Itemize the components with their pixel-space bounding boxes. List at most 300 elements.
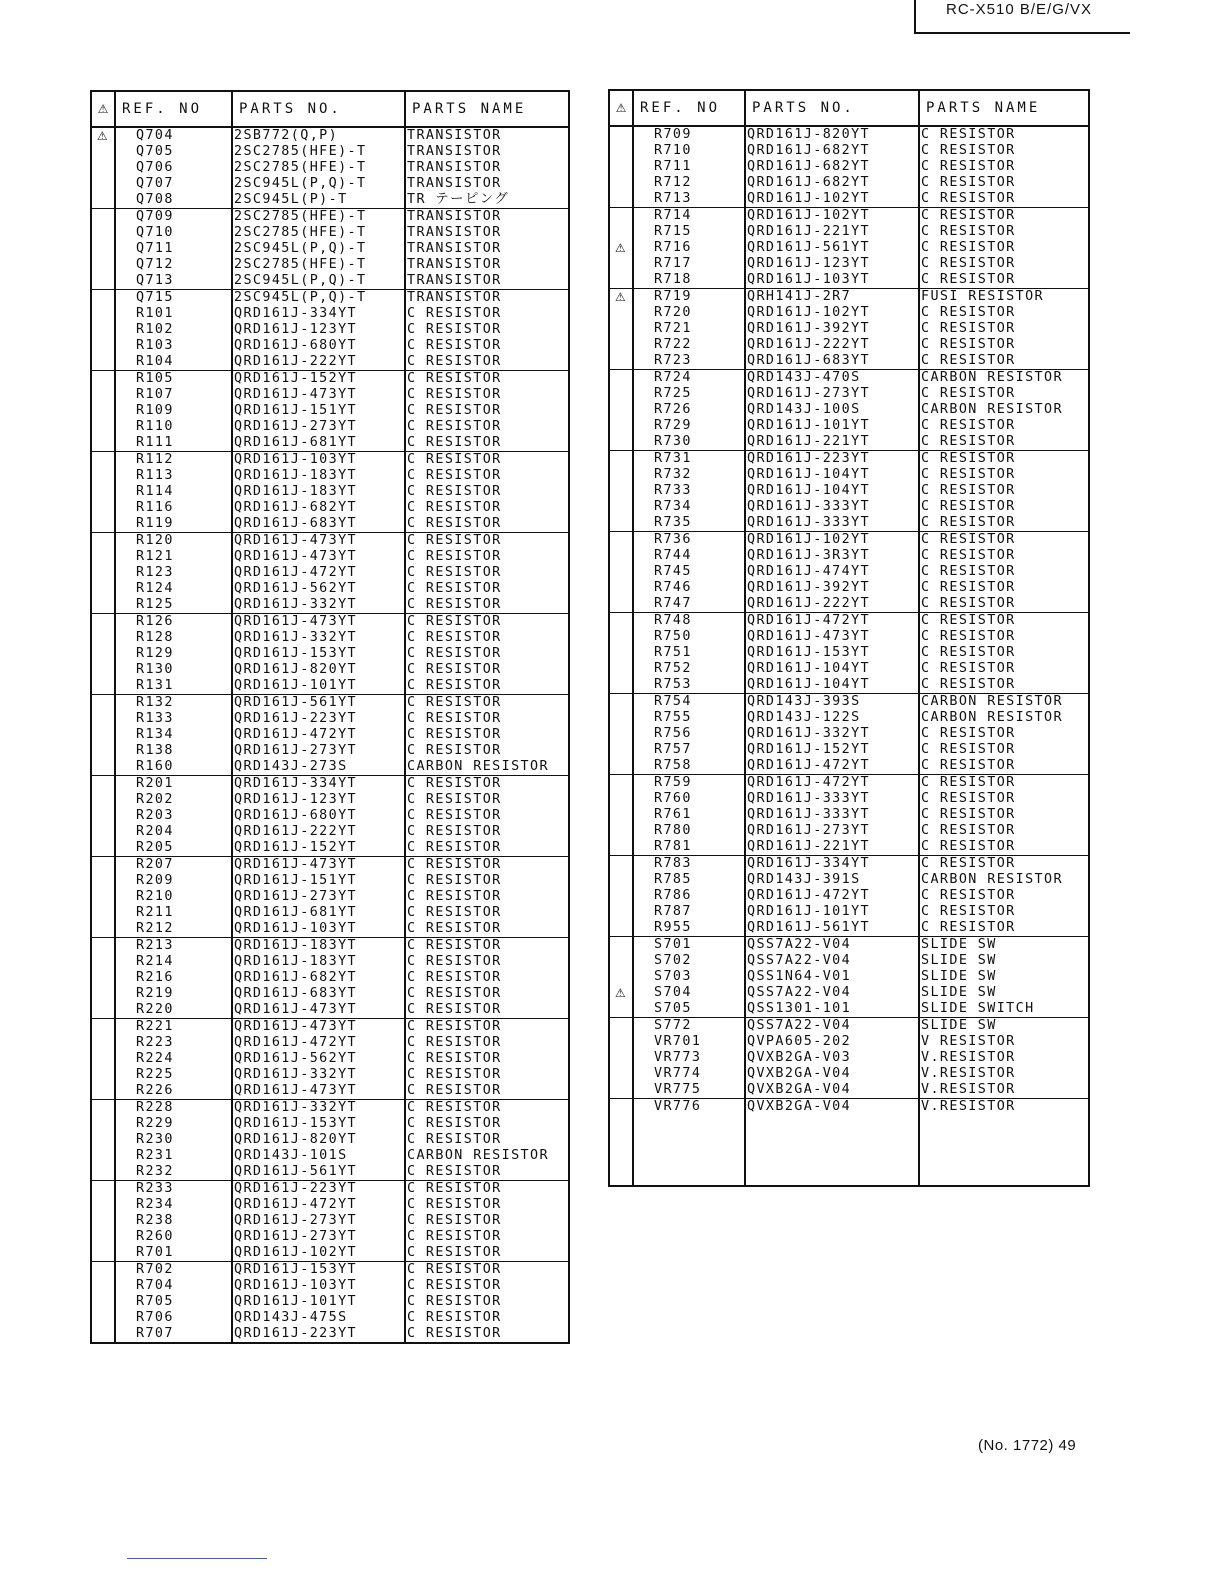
parts-name-cell: C RESISTOR: [405, 484, 569, 500]
parts-no-cell: QRD161J-223YT: [232, 1326, 405, 1343]
ref-no-cell: Q709: [115, 209, 232, 226]
parts-name-cell: C RESISTOR: [405, 1326, 569, 1343]
caution-mark: [91, 792, 115, 808]
parts-name-cell: V.RESISTOR: [919, 1066, 1089, 1082]
table-row: [609, 1082, 1089, 1099]
table-row: [609, 775, 1089, 792]
caution-mark: [91, 322, 115, 338]
table-row: [91, 127, 569, 144]
parts-table-left: [90, 90, 570, 1344]
parts-no-cell: 2SC945L(P,Q)-T: [232, 241, 405, 257]
table-row: [91, 776, 569, 793]
caution-mark: [609, 953, 633, 969]
ref-no-cell: R729: [633, 418, 745, 434]
parts-no-cell: 2SC945L(P,Q)-T: [232, 273, 405, 290]
caution-mark: [609, 1082, 633, 1099]
parts-name-cell: C RESISTOR: [405, 1181, 569, 1198]
parts-name-cell: C RESISTOR: [405, 1051, 569, 1067]
parts-name-cell: TRANSISTOR: [405, 209, 569, 226]
parts-name-cell: SLIDE SW: [919, 985, 1089, 1001]
parts-name-cell: C RESISTOR: [405, 646, 569, 662]
parts-no-cell: 2SC945L(P,Q)-T: [232, 290, 405, 307]
parts-name-cell: C RESISTOR: [919, 726, 1089, 742]
caution-mark: [91, 1083, 115, 1100]
ref-no-cell: Q706: [115, 160, 232, 176]
table-row: [609, 758, 1089, 775]
caution-mark: [91, 776, 115, 793]
empty-cell: [745, 1115, 919, 1186]
table-row: [91, 743, 569, 759]
parts-no-cell: QRD161J-123YT: [232, 322, 405, 338]
caution-mark: [609, 191, 633, 208]
ref-no-cell: R225: [115, 1067, 232, 1083]
parts-no-cell: QRD161J-680YT: [232, 338, 405, 354]
ref-no-cell: R107: [115, 387, 232, 403]
parts-no-cell: QRD161J-152YT: [232, 840, 405, 857]
table-row: [91, 646, 569, 662]
parts-no-cell: QRD161J-221YT: [745, 224, 919, 240]
caution-mark: [609, 402, 633, 418]
parts-no-cell: QRD161J-273YT: [745, 823, 919, 839]
table-row: [91, 581, 569, 597]
caution-mark: [91, 1132, 115, 1148]
parts-no-cell: QRD161J-151YT: [232, 873, 405, 889]
parts-name-cell: C RESISTOR: [919, 256, 1089, 272]
parts-no-cell: QRD161J-474YT: [745, 564, 919, 580]
table-row: [91, 792, 569, 808]
caution-mark: [91, 273, 115, 290]
ref-no-cell: R755: [633, 710, 745, 726]
parts-no-cell: QVXB2GA-V04: [745, 1066, 919, 1082]
ref-no-cell: R710: [633, 143, 745, 159]
table-row: [609, 451, 1089, 468]
table-row: [609, 694, 1089, 711]
parts-no-cell: QRD161J-152YT: [232, 371, 405, 388]
parts-no-cell: QRD161J-104YT: [745, 467, 919, 483]
parts-no-cell: QRD161J-101YT: [232, 678, 405, 695]
table-row: [609, 272, 1089, 289]
table-row: [91, 1164, 569, 1181]
caution-mark: [91, 986, 115, 1002]
table-row: [609, 645, 1089, 661]
caution-mark: [91, 1245, 115, 1262]
ref-no-cell: R210: [115, 889, 232, 905]
parts-name-cell: SLIDE SW: [919, 969, 1089, 985]
table-row: [609, 580, 1089, 596]
caution-mark: [91, 419, 115, 435]
parts-no-cell: QRD161J-473YT: [232, 387, 405, 403]
ref-no-cell: R781: [633, 839, 745, 856]
table-row: [91, 257, 569, 273]
ref-no-cell: Q707: [115, 176, 232, 192]
ref-no-cell: R734: [633, 499, 745, 515]
parts-name-cell: C RESISTOR: [405, 1164, 569, 1181]
table-row: [91, 1148, 569, 1164]
caution-mark: [91, 176, 115, 192]
table-row: [609, 1050, 1089, 1066]
table-row: [609, 1018, 1089, 1035]
parts-no-cell: 2SC945L(P)-T: [232, 192, 405, 209]
ref-no-cell: R709: [633, 126, 745, 143]
table-row: [91, 938, 569, 955]
parts-no-cell: QRD161J-561YT: [232, 1164, 405, 1181]
parts-no-cell: QRD161J-683YT: [232, 516, 405, 533]
table-row: [91, 889, 569, 905]
ref-no-cell: R711: [633, 159, 745, 175]
ref-no-cell: S701: [633, 937, 745, 954]
parts-name-cell: C RESISTOR: [919, 224, 1089, 240]
parts-name-cell: C RESISTOR: [919, 807, 1089, 823]
parts-no-cell: QRD161J-682YT: [745, 175, 919, 191]
ref-no-cell: R717: [633, 256, 745, 272]
ref-no-cell: R104: [115, 354, 232, 371]
parts-no-cell: QRD161J-562YT: [232, 1051, 405, 1067]
ref-no-cell: R715: [633, 224, 745, 240]
table-row: [91, 225, 569, 241]
ref-no-cell: R721: [633, 321, 745, 337]
parts-no-cell: QRD161J-183YT: [232, 954, 405, 970]
parts-name-cell: C RESISTOR: [405, 954, 569, 970]
ref-no-cell: R201: [115, 776, 232, 793]
table-row: [609, 920, 1089, 937]
table-row: [91, 1213, 569, 1229]
caution-mark: [91, 241, 115, 257]
parts-name-cell: C RESISTOR: [405, 792, 569, 808]
parts-name-cell: C RESISTOR: [405, 1116, 569, 1132]
table-row: [91, 1100, 569, 1117]
caution-mark: [91, 646, 115, 662]
ref-no-cell: R744: [633, 548, 745, 564]
table-row: [609, 1034, 1089, 1050]
table-row: [609, 742, 1089, 758]
caution-mark: [609, 726, 633, 742]
parts-name-cell: C RESISTOR: [919, 645, 1089, 661]
parts-name-cell: C RESISTOR: [919, 159, 1089, 175]
caution-mark: [609, 1050, 633, 1066]
table-row: [609, 532, 1089, 549]
parts-name-cell: C RESISTOR: [405, 662, 569, 678]
ref-no-cell: R129: [115, 646, 232, 662]
table-row: [609, 143, 1089, 159]
caution-mark: [609, 742, 633, 758]
ref-no-cell: VR773: [633, 1050, 745, 1066]
parts-name-cell: TRANSISTOR: [405, 225, 569, 241]
table-row: [609, 872, 1089, 888]
parts-name-cell: C RESISTOR: [919, 532, 1089, 549]
ref-no-cell: R213: [115, 938, 232, 955]
ref-no-cell: R216: [115, 970, 232, 986]
parts-no-cell: QRD161J-333YT: [745, 499, 919, 515]
caution-mark: [91, 403, 115, 419]
ref-no-cell: VR701: [633, 1034, 745, 1050]
ref-no-cell: R126: [115, 614, 232, 631]
caution-mark: [609, 175, 633, 191]
ref-no-cell: R113: [115, 468, 232, 484]
table-row: [91, 1035, 569, 1051]
ref-no-cell: R123: [115, 565, 232, 581]
parts-no-cell: QRD161J-183YT: [232, 484, 405, 500]
parts-no-cell: QRD161J-222YT: [745, 596, 919, 613]
table-row: [91, 1051, 569, 1067]
table-row: [91, 662, 569, 678]
ref-no-cell: Q713: [115, 273, 232, 290]
parts-no-header: PARTS NO.: [232, 91, 405, 127]
ref-no-cell: R132: [115, 695, 232, 712]
table-row: [91, 419, 569, 435]
caution-mark: [91, 614, 115, 631]
parts-no-cell: QRD143J-101S: [232, 1148, 405, 1164]
table-row: [91, 1116, 569, 1132]
parts-name-cell: C RESISTOR: [405, 1035, 569, 1051]
ref-no-cell: Q708: [115, 192, 232, 209]
parts-no-cell: QRD161J-273YT: [745, 386, 919, 402]
ref-no-cell: R203: [115, 808, 232, 824]
parts-no-cell: QRD161J-153YT: [745, 645, 919, 661]
table-row: [609, 483, 1089, 499]
table-row: [91, 857, 569, 874]
parts-no-cell: QRD161J-183YT: [232, 468, 405, 484]
parts-no-cell: QRD161J-682YT: [745, 159, 919, 175]
parts-name-cell: C RESISTOR: [919, 418, 1089, 434]
table-row: [609, 839, 1089, 856]
parts-no-cell: QRD161J-152YT: [745, 742, 919, 758]
parts-no-cell: QRD161J-103YT: [232, 921, 405, 938]
caution-mark: [609, 791, 633, 807]
parts-name-cell: C RESISTOR: [919, 613, 1089, 630]
table-row: [609, 402, 1089, 418]
parts-no-cell: 2SC945L(P,Q)-T: [232, 176, 405, 192]
caution-mark: [609, 694, 633, 711]
ref-no-cell: R121: [115, 549, 232, 565]
table-row: [609, 191, 1089, 208]
caution-mark: ⚠: [614, 241, 628, 255]
table-row: [91, 905, 569, 921]
parts-no-cell: QRD161J-820YT: [745, 126, 919, 143]
ref-no-cell: R724: [633, 370, 745, 387]
parts-name-cell: C RESISTOR: [919, 434, 1089, 451]
parts-no-cell: QRD161J-123YT: [745, 256, 919, 272]
table-row: [91, 322, 569, 338]
parts-name-cell: C RESISTOR: [919, 126, 1089, 143]
parts-no-cell: QRD161J-681YT: [232, 905, 405, 921]
caution-mark: [609, 305, 633, 321]
caution-mark: [91, 338, 115, 354]
empty-row: [609, 1115, 1089, 1186]
caution-mark: [609, 159, 633, 175]
parts-no-cell: QRD161J-472YT: [232, 1035, 405, 1051]
parts-name-cell: C RESISTOR: [919, 240, 1089, 256]
table-row: [91, 435, 569, 452]
caution-mark: [91, 824, 115, 840]
parts-no-cell: QRD161J-472YT: [232, 727, 405, 743]
table-row: [91, 1262, 569, 1279]
caution-mark: [91, 192, 115, 209]
parts-name-cell: C RESISTOR: [405, 597, 569, 614]
caution-mark: [609, 872, 633, 888]
ref-no-cell: Q715: [115, 290, 232, 307]
parts-name-cell: SLIDE SW: [919, 953, 1089, 969]
caution-mark: [609, 645, 633, 661]
ref-no-cell: R787: [633, 904, 745, 920]
parts-name-cell: TRANSISTOR: [405, 273, 569, 290]
parts-no-cell: QRD161J-151YT: [232, 403, 405, 419]
table-row: [91, 614, 569, 631]
parts-no-cell: QRD161J-334YT: [232, 306, 405, 322]
page-number: (No. 1772) 49: [978, 1437, 1077, 1454]
ref-no-cell: Q710: [115, 225, 232, 241]
parts-no-cell: QRD161J-680YT: [232, 808, 405, 824]
parts-name-cell: V RESISTOR: [919, 1034, 1089, 1050]
ref-no-cell: R211: [115, 905, 232, 921]
table-row: [609, 289, 1089, 306]
parts-name-cell: TRANSISTOR: [405, 127, 569, 144]
table-row: [91, 986, 569, 1002]
caution-mark: [91, 597, 115, 614]
caution-mark: [91, 1035, 115, 1051]
caution-mark: [91, 1019, 115, 1036]
parts-no-cell: QRD161J-273YT: [232, 419, 405, 435]
parts-name-cell: C RESISTOR: [405, 354, 569, 371]
caution-mark: [609, 272, 633, 289]
parts-name-cell: C RESISTOR: [405, 338, 569, 354]
ref-no-cell: R730: [633, 434, 745, 451]
table-row: [91, 597, 569, 614]
caution-mark: [609, 807, 633, 823]
parts-name-cell: TRANSISTOR: [405, 176, 569, 192]
parts-name-cell: C RESISTOR: [919, 775, 1089, 792]
parts-no-cell: 2SC2785(HFE)-T: [232, 144, 405, 160]
ref-no-cell: R212: [115, 921, 232, 938]
parts-name-cell: C RESISTOR: [405, 711, 569, 727]
caution-mark: [91, 857, 115, 874]
parts-no-cell: QSS1301-101: [745, 1001, 919, 1018]
caution-mark: [609, 839, 633, 856]
table-header-row: [91, 91, 569, 127]
parts-no-cell: QRD161J-473YT: [232, 614, 405, 631]
parts-name-cell: CARBON RESISTOR: [919, 872, 1089, 888]
parts-name-cell: C RESISTOR: [405, 500, 569, 516]
table-row: [91, 371, 569, 388]
caution-mark: [609, 434, 633, 451]
table-row: [91, 484, 569, 500]
table-row: [91, 824, 569, 840]
parts-name-cell: C RESISTOR: [405, 1245, 569, 1262]
table-row: [91, 921, 569, 938]
table-row: [609, 823, 1089, 839]
caution-mark: [91, 921, 115, 938]
caution-mark: [91, 516, 115, 533]
caution-mark: [91, 970, 115, 986]
ref-no-cell: R723: [633, 353, 745, 370]
parts-name-cell: C RESISTOR: [919, 386, 1089, 402]
ref-no-cell: R752: [633, 661, 745, 677]
parts-name-cell: C RESISTOR: [405, 322, 569, 338]
ref-no-cell: R221: [115, 1019, 232, 1036]
ref-no-cell: R131: [115, 678, 232, 695]
caution-mark: [609, 856, 633, 873]
ref-no-cell: R128: [115, 630, 232, 646]
caution-mark: [609, 661, 633, 677]
ref-no-cell: R719: [633, 289, 745, 306]
table-row: [91, 468, 569, 484]
caution-mark: [91, 727, 115, 743]
ref-no-cell: R130: [115, 662, 232, 678]
parts-no-cell: 2SB772(Q,P): [232, 127, 405, 144]
ref-no-cell: R238: [115, 1213, 232, 1229]
caution-mark: [91, 468, 115, 484]
caution-mark: ⚠: [614, 986, 628, 1000]
table-row: [609, 710, 1089, 726]
caution-mark: [91, 1229, 115, 1245]
caution-mark: [609, 710, 633, 726]
caution-mark-header: ⚠: [609, 90, 633, 126]
parts-no-header: PARTS NO.: [745, 90, 919, 126]
parts-no-cell: QRD161J-472YT: [745, 758, 919, 775]
ref-no-cell: R753: [633, 677, 745, 694]
parts-name-cell: C RESISTOR: [919, 758, 1089, 775]
caution-mark: [609, 467, 633, 483]
parts-name-cell: C RESISTOR: [405, 873, 569, 889]
caution-mark: [91, 257, 115, 273]
model-number: RC-X510 B/E/G/VX: [946, 1, 1093, 18]
parts-no-cell: QRD161J-273YT: [232, 1229, 405, 1245]
parts-name-cell: C RESISTOR: [919, 515, 1089, 532]
table-row: [609, 467, 1089, 483]
table-row: [91, 273, 569, 290]
parts-no-cell: QRD143J-100S: [745, 402, 919, 418]
parts-no-cell: QRD161J-223YT: [745, 451, 919, 468]
parts-name-cell: TRANSISTOR: [405, 144, 569, 160]
ref-no-cell: R760: [633, 791, 745, 807]
parts-name-cell: C RESISTOR: [405, 857, 569, 874]
parts-name-cell: C RESISTOR: [405, 1213, 569, 1229]
parts-no-cell: QRD161J-153YT: [232, 646, 405, 662]
parts-name-cell: C RESISTOR: [919, 337, 1089, 353]
ref-no-cell: R220: [115, 1002, 232, 1019]
table-row: [609, 904, 1089, 920]
caution-mark: [609, 143, 633, 159]
parts-name-cell: C RESISTOR: [405, 678, 569, 695]
table-row: [609, 499, 1089, 515]
table-row: [609, 613, 1089, 630]
caution-mark: [609, 1066, 633, 1082]
table-row: [91, 1002, 569, 1019]
table-row: [609, 1066, 1089, 1082]
caution-mark: [91, 565, 115, 581]
ref-no-cell: R202: [115, 792, 232, 808]
table-row: [91, 452, 569, 469]
parts-name-cell: C RESISTOR: [405, 889, 569, 905]
parts-name-cell: C RESISTOR: [405, 824, 569, 840]
parts-no-cell: QRD161J-472YT: [232, 565, 405, 581]
parts-name-cell: C RESISTOR: [919, 904, 1089, 920]
parts-name-header: PARTS NAME: [919, 90, 1089, 126]
table-row: [609, 240, 1089, 256]
parts-no-cell: QRD161J-102YT: [745, 305, 919, 321]
parts-name-cell: C RESISTOR: [405, 1278, 569, 1294]
table-row: [609, 159, 1089, 175]
table-row: [91, 873, 569, 889]
table-row: [91, 1278, 569, 1294]
caution-mark: [91, 662, 115, 678]
table-row: [91, 1197, 569, 1213]
table-row: [91, 759, 569, 776]
ref-no-cell: R124: [115, 581, 232, 597]
parts-no-cell: QRD161J-562YT: [232, 581, 405, 597]
parts-no-cell: QRD161J-222YT: [232, 354, 405, 371]
parts-no-cell: QRD161J-682YT: [232, 500, 405, 516]
parts-no-cell: QRD161J-102YT: [745, 208, 919, 225]
